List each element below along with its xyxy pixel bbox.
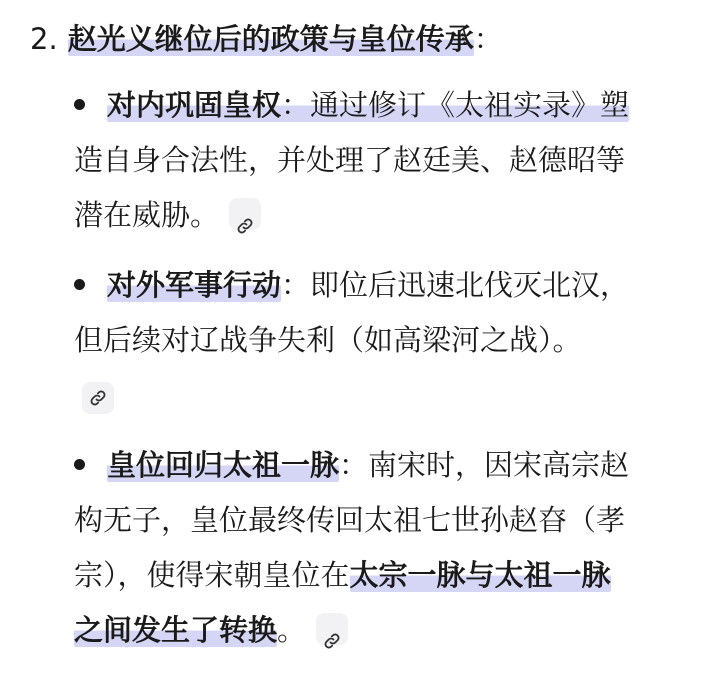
bullet-line (74, 188, 699, 243)
bullet-line (74, 548, 699, 603)
bullet-line: 构无子，皇位最终传回太祖七世孙赵昚（孝 (74, 503, 626, 537)
bullet-text: 通过修订《太祖实录》塑 (310, 88, 630, 122)
bullet-line (74, 603, 699, 658)
bullet-emphasis: 之间发生了转换 (74, 613, 278, 647)
source-link-button[interactable] (229, 198, 261, 230)
bullet-line: 但后续对辽战争失利（如高梁河之战）。 (74, 323, 582, 357)
section-title: 赵光义继位后的政策与皇位传承 (67, 22, 474, 56)
bullet-text: 南宋时，因宋高宗赵 (368, 448, 630, 482)
bullet-dot (74, 279, 85, 290)
source-link-button[interactable] (316, 613, 348, 645)
section-heading (30, 16, 503, 62)
list-item (74, 438, 699, 658)
bullet-line (74, 438, 699, 493)
bullet-text: 。 (277, 613, 307, 647)
bullet-line (74, 258, 699, 313)
list-item (74, 258, 699, 368)
bullet-text: 潜在威胁。 (74, 198, 220, 232)
section-colon: ： (473, 22, 503, 56)
list-item (74, 78, 699, 243)
bullet-separator: ： (281, 268, 311, 302)
bullet-title: 皇位回归太祖一脉 (107, 448, 340, 482)
bullet-title: 对外军事行动 (107, 268, 282, 302)
bullet-dot (74, 459, 85, 470)
bullet-text: 即位后迅速北伐灭北汉， (310, 268, 630, 302)
bullet-title: 对内巩固皇权 (107, 88, 282, 122)
link-icon (89, 389, 107, 407)
source-link-button[interactable] (82, 382, 114, 414)
bullet-text: 宗），使得宋朝皇位在 (74, 558, 350, 592)
bullet-separator: ： (339, 448, 369, 482)
link-icon (323, 632, 341, 650)
bullet-line (74, 78, 699, 133)
link-icon (236, 217, 254, 235)
bullet-emphasis: 太宗一脉与太祖一脉 (349, 558, 611, 592)
bullet-separator: ： (281, 88, 311, 122)
bullet-line: 造自身合法性，并处理了赵廷美、赵德昭等 (74, 143, 626, 177)
section-number: 2. (30, 22, 58, 56)
bullet-dot (74, 99, 85, 110)
